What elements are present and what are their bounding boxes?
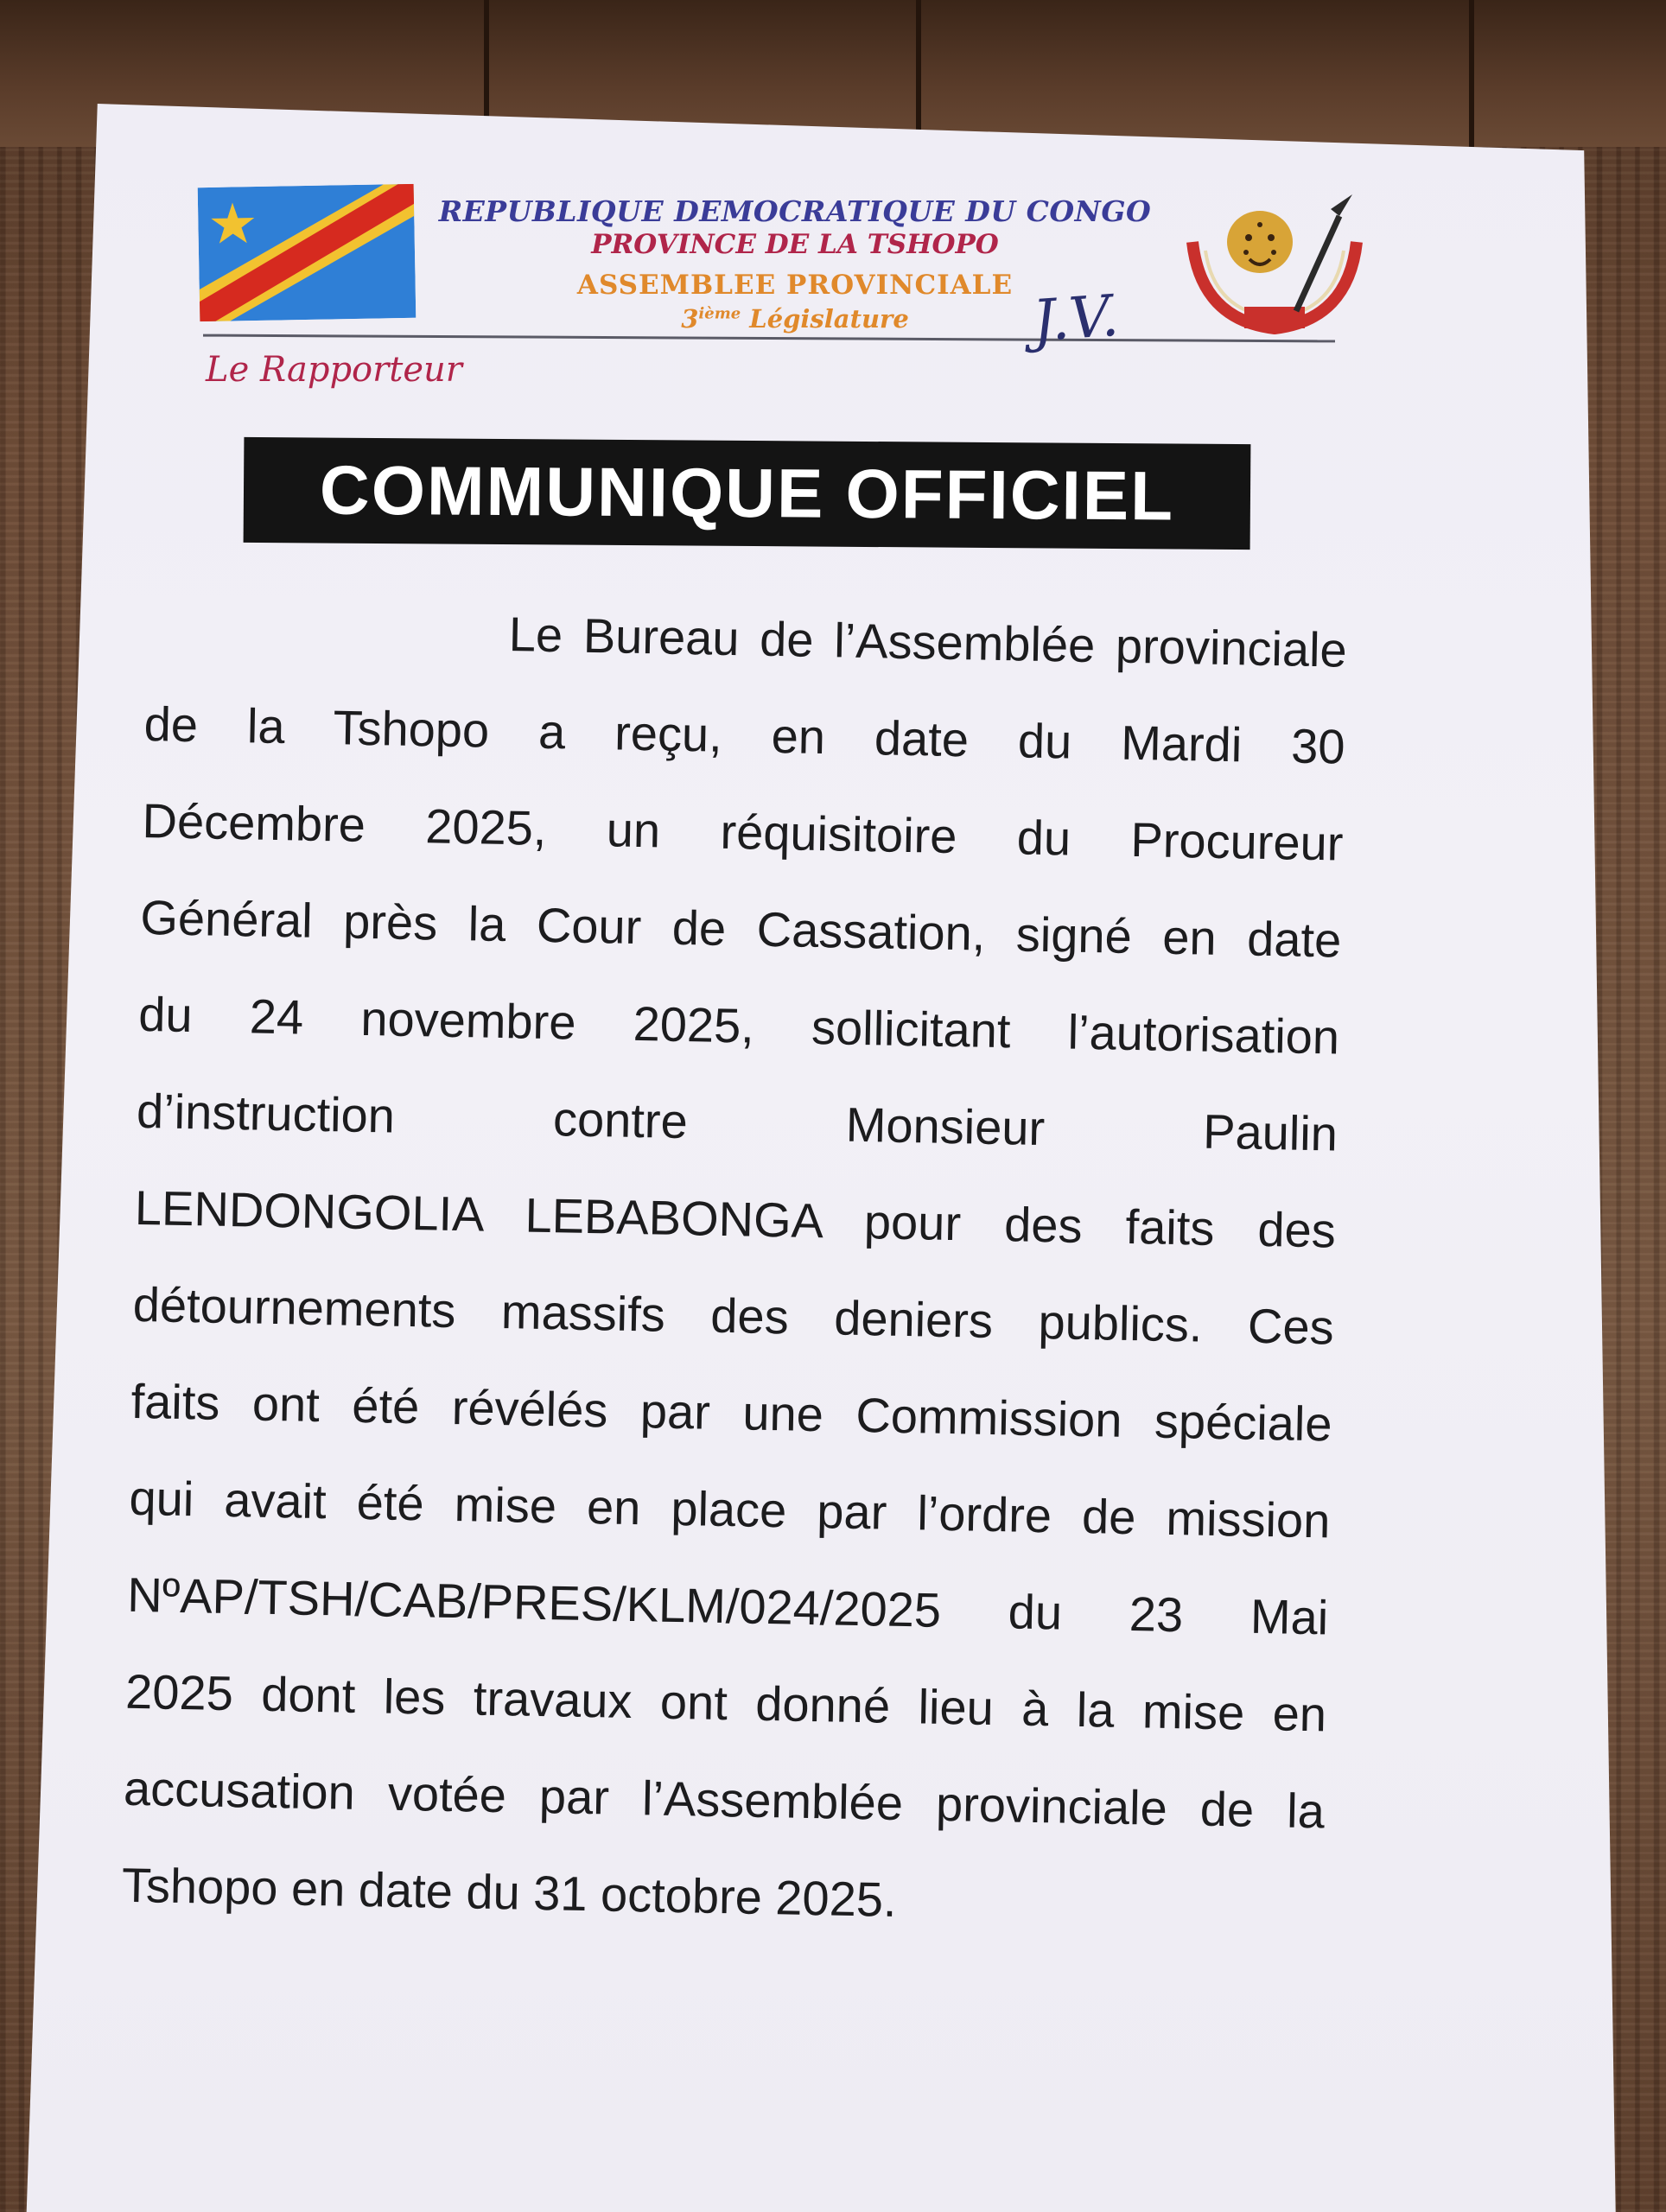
body-line: faits ont été révélés par une Commission spéciale bbox=[130, 1373, 1333, 1452]
communique-body bbox=[121, 579, 1348, 1956]
body-line: accusation votée par l’Assemblée provinciale de la bbox=[123, 1760, 1326, 1839]
body-line: d’instruction contre Monsieur Paulin bbox=[136, 1083, 1339, 1161]
legislature-word: Législature bbox=[741, 304, 909, 334]
body-line: détournements massifs des deniers publics. Ces bbox=[132, 1276, 1335, 1355]
body-line: de la Tshopo a reçu, en date du Mardi 30 bbox=[143, 696, 1346, 774]
body-line: qui avait été mise en place par l’ordre de mission bbox=[128, 1470, 1331, 1548]
drc-flag-icon bbox=[198, 184, 416, 321]
body-line: Décembre 2025, un réquisitoire du Procureur bbox=[142, 792, 1344, 871]
body-line: Tshopo en date du 31 octobre 2025. bbox=[121, 1857, 898, 1927]
body-line: Général près la Cour de Cassation, signé en date bbox=[139, 889, 1342, 968]
drc-coat-of-arms-icon bbox=[1167, 190, 1383, 337]
legislature-ordinal: ième bbox=[698, 304, 741, 323]
body-line: LENDONGOLIA LEBABONGA pour des faits des bbox=[134, 1179, 1337, 1258]
document-title: COMMUNIQUE OFFICIEL bbox=[244, 437, 1251, 550]
handwritten-initials: J.V. bbox=[1030, 282, 1121, 355]
body-line: du 24 novembre 2025, sollicitant l’autorisation bbox=[137, 986, 1340, 1065]
wood-plank-gap bbox=[916, 0, 921, 147]
header-province: PROVINCE DE LA TSHOPO bbox=[591, 229, 999, 260]
body-line: Le Bureau de l’Assemblée provinciale bbox=[508, 607, 1348, 677]
header-country: REPUBLIQUE DEMOCRATIQUE DU CONGO bbox=[438, 194, 1152, 228]
body-line: NºAP/TSH/CAB/PRES/KLM/024/2025 du 23 Mai bbox=[126, 1567, 1329, 1645]
body-line: 2025 dont les travaux ont donné lieu à la mise en bbox=[124, 1663, 1327, 1742]
header-assembly: ASSEMBLEE PROVINCIALE bbox=[576, 270, 1014, 301]
wood-plank-gap bbox=[1469, 0, 1474, 147]
rapporteur-label: Le Rapporteur bbox=[206, 350, 462, 390]
legislature-number: 3 bbox=[681, 304, 699, 334]
